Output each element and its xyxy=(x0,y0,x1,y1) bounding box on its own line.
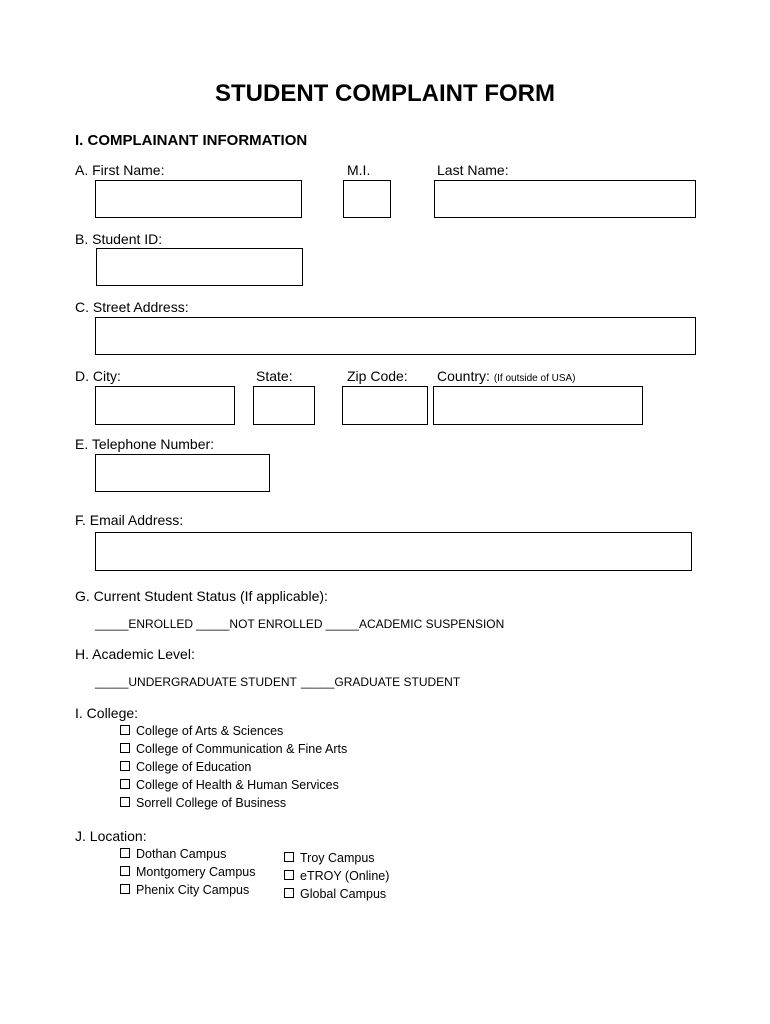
college-option-label: Sorrell College of Business xyxy=(136,796,287,810)
location-option[interactable] xyxy=(284,869,389,883)
location-option[interactable] xyxy=(120,847,226,861)
email-label: F. Email Address: xyxy=(75,512,184,528)
status-academic-suspension-option[interactable]: _____ACADEMIC SUSPENSION xyxy=(325,617,505,631)
city-label: D. City: xyxy=(75,368,121,384)
checkbox-icon[interactable] xyxy=(284,852,294,862)
student-status-label: G. Current Student Status (If applicable): xyxy=(75,588,328,604)
checkbox-icon[interactable] xyxy=(284,888,294,898)
city-input[interactable] xyxy=(95,386,235,425)
checkbox-icon[interactable] xyxy=(120,779,130,789)
section-heading-complainant-info: I. COMPLAINANT INFORMATION xyxy=(75,132,308,149)
country-label xyxy=(437,368,576,384)
country-label-text: Country: xyxy=(437,368,490,384)
checkbox-icon[interactable] xyxy=(120,866,130,876)
checkbox-icon[interactable] xyxy=(120,848,130,858)
college-option[interactable] xyxy=(120,742,347,756)
academic-level-label: H. Academic Level: xyxy=(75,646,195,662)
last-name-label: Last Name: xyxy=(437,162,509,178)
mi-label: M.I. xyxy=(347,162,371,178)
college-option[interactable] xyxy=(120,760,251,774)
zip-code-label: Zip Code: xyxy=(347,368,408,384)
state-label: State: xyxy=(256,368,293,384)
last-name-input[interactable] xyxy=(434,180,696,218)
level-graduate-option[interactable]: _____GRADUATE STUDENT xyxy=(301,675,461,689)
location-option-label: Dothan Campus xyxy=(136,847,227,861)
location-option-label: Montgomery Campus xyxy=(136,865,256,879)
street-address-label: C. Street Address: xyxy=(75,299,189,315)
first-name-input[interactable] xyxy=(95,180,302,218)
location-label: J. Location: xyxy=(75,828,147,844)
zip-code-input[interactable] xyxy=(342,386,428,425)
checkbox-icon[interactable] xyxy=(120,743,130,753)
college-option-label: College of Communication & Fine Arts xyxy=(136,742,348,756)
student-id-label: B. Student ID: xyxy=(75,231,163,247)
college-option-label: College of Arts & Sciences xyxy=(136,724,284,738)
country-input[interactable] xyxy=(433,386,643,425)
location-option[interactable] xyxy=(284,851,375,865)
checkbox-icon[interactable] xyxy=(120,725,130,735)
mi-input[interactable] xyxy=(343,180,391,218)
college-option[interactable] xyxy=(120,778,339,792)
location-option-label: Troy Campus xyxy=(300,851,375,865)
college-label: I. College: xyxy=(75,705,139,721)
page-title: STUDENT COMPLAINT FORM xyxy=(215,80,555,107)
location-option-label: Phenix City Campus xyxy=(136,883,250,897)
location-option-label: Global Campus xyxy=(300,887,387,901)
college-option[interactable] xyxy=(120,724,283,738)
location-option[interactable] xyxy=(120,883,249,897)
level-undergraduate-option[interactable]: _____UNDERGRADUATE STUDENT xyxy=(95,675,297,689)
checkbox-icon[interactable] xyxy=(120,884,130,894)
status-not-enrolled-option[interactable]: _____NOT ENROLLED xyxy=(196,617,323,631)
location-option-label: eTROY (Online) xyxy=(300,869,390,883)
checkbox-icon[interactable] xyxy=(120,761,130,771)
college-option-label: College of Health & Human Services xyxy=(136,778,339,792)
checkbox-icon[interactable] xyxy=(120,797,130,807)
location-option[interactable] xyxy=(120,865,256,879)
state-input[interactable] xyxy=(253,386,315,425)
location-option[interactable] xyxy=(284,887,386,901)
status-enrolled-option[interactable]: _____ENROLLED xyxy=(95,617,194,631)
country-note: (If outside of USA) xyxy=(493,373,576,384)
telephone-input[interactable] xyxy=(95,454,270,492)
telephone-label: E. Telephone Number: xyxy=(75,436,215,452)
street-address-input[interactable] xyxy=(95,317,696,355)
student-id-input[interactable] xyxy=(96,248,303,286)
checkbox-icon[interactable] xyxy=(284,870,294,880)
college-option[interactable] xyxy=(120,796,286,810)
college-option-label: College of Education xyxy=(136,760,252,774)
first-name-label: A. First Name: xyxy=(75,162,165,178)
status-options xyxy=(95,617,504,631)
email-input[interactable] xyxy=(95,532,692,571)
